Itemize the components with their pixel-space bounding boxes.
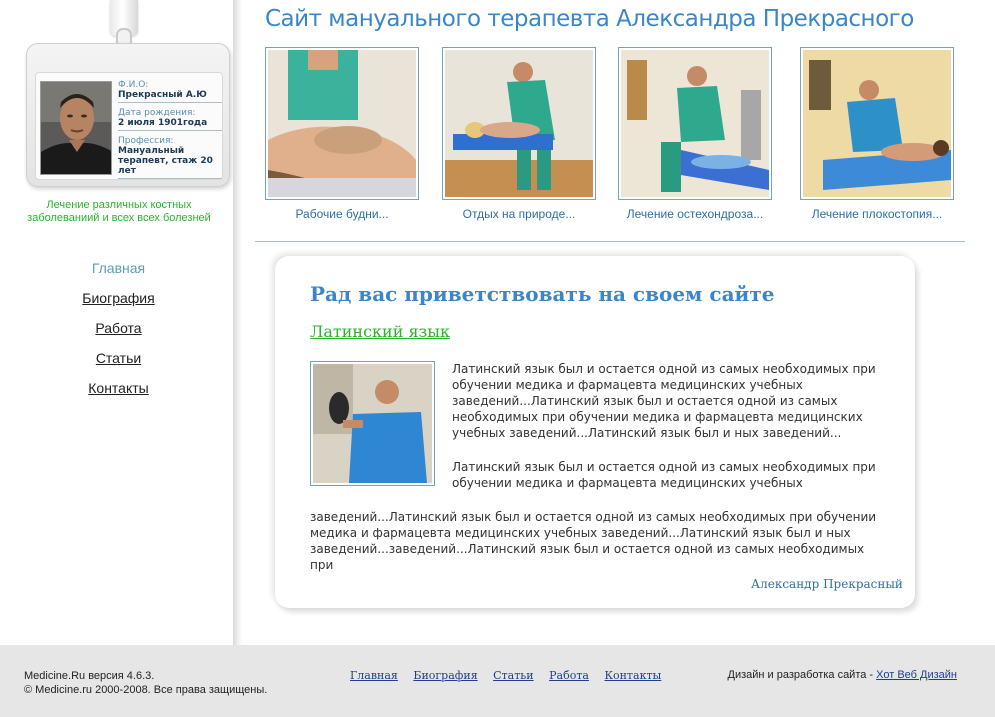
footer-credit	[728, 669, 958, 681]
footer-copyright: © Medicine.ru 2000-2008. Все права защищены.	[24, 684, 268, 696]
nav-item-work[interactable]: Работа	[95, 320, 142, 336]
massage-photo	[268, 50, 416, 197]
sidebar-tagline	[14, 199, 224, 225]
footer-credit-link[interactable]: Хот Веб Дизайн	[876, 669, 957, 681]
footer-credit-text: Дизайн и разработка сайта -	[727, 669, 877, 681]
nav-item-home[interactable]: Главная	[91, 260, 146, 276]
sidebar-shadow	[233, 0, 243, 645]
photo-gallery	[265, 47, 965, 227]
badge-name-row	[118, 79, 222, 103]
nav-item-contacts[interactable]: Контакты	[88, 380, 149, 396]
site-title: Сайт мануального терапевта Александра Прекрасного	[265, 6, 914, 32]
osteochondrosis-photo	[621, 50, 769, 197]
gallery-photo-2[interactable]	[442, 47, 596, 200]
profession-value-2: терапевт, стаж 20 лет	[118, 156, 213, 176]
footer-link-articles[interactable]: Статьи	[493, 669, 534, 682]
footer-link-home[interactable]: Главная	[350, 669, 398, 682]
footer-link-contacts[interactable]: Контакты	[604, 669, 662, 682]
tagline-line-1: Лечение различных костных	[46, 199, 192, 211]
latin-language-link[interactable]: Латинский язык	[310, 322, 450, 341]
doctor-photo	[313, 364, 432, 483]
portrait-image	[41, 82, 112, 175]
birth-label: Дата рождения:	[118, 108, 196, 118]
article-paragraph-1: Латинский язык был и остается одной из самых необходимых при обучении медика и фармацевта медицинских учебных заведений...Латинский язык был и остается одной из самых необходимых при обучении медика и фармацевта медицинских учебных заведений...Латинский язык был и ных заведений...	[452, 362, 876, 440]
id-badge	[26, 43, 230, 187]
author-signature: Александр Прекрасный	[751, 577, 903, 591]
article-paragraph-3: заведений...Латинский язык был и остается одной из самых необходимых при обучении медика и фармацевта медицинских учебных заведений...Латинский язык был и ных заведений...заведений...Латинский язык был и остается одной из самых необходимых при	[310, 510, 877, 572]
welcome-title: Рад вас приветствовать на своем сайте	[310, 282, 775, 306]
gallery-photo-1[interactable]	[265, 47, 419, 200]
id-badge-card	[35, 72, 223, 180]
profession-label: Профессия:	[118, 136, 174, 146]
gallery-photo-4[interactable]	[800, 47, 954, 200]
name-label: Ф.И.О:	[118, 80, 149, 90]
gallery-caption-1: Рабочие будни...	[295, 207, 389, 221]
gallery-caption-3: Лечение остехондроза...	[626, 207, 764, 221]
badge-profession-row	[118, 135, 222, 179]
gallery-photo-3[interactable]	[618, 47, 772, 200]
footer-link-work[interactable]: Работа	[549, 669, 589, 682]
nav-item-articles[interactable]: Статьи	[95, 350, 142, 366]
flatfoot-photo	[803, 50, 951, 197]
article-paragraph-2: Латинский язык был и остается одной из самых необходимых при обучении медика и фармацевта медицинских учебных	[452, 460, 876, 490]
footer	[0, 645, 995, 717]
birth-value: 2 июля 1901года	[118, 118, 208, 128]
avatar	[40, 81, 112, 175]
profession-value-1: Мануальный	[118, 146, 185, 156]
main-nav	[0, 258, 237, 408]
treatment-photo	[445, 50, 593, 197]
content-divider	[255, 241, 965, 242]
article-photo	[310, 361, 435, 486]
footer-link-biography[interactable]: Биография	[413, 669, 478, 682]
badge-birth-row	[118, 107, 222, 131]
badge-info	[118, 79, 222, 183]
name-value: Прекрасный А.Ю	[118, 90, 207, 100]
footer-nav	[350, 669, 673, 682]
footer-info	[24, 669, 267, 697]
sidebar	[0, 0, 237, 645]
tagline-line-2: заболеваниий и всех всех болезней	[27, 212, 211, 224]
footer-version: Medicine.Ru версия 4.6.3.	[24, 670, 155, 682]
gallery-caption-2: Отдых на природе...	[462, 207, 576, 221]
gallery-caption-4: Лечение плокостопия...	[811, 207, 943, 221]
nav-item-biography[interactable]: Биография	[82, 290, 155, 306]
